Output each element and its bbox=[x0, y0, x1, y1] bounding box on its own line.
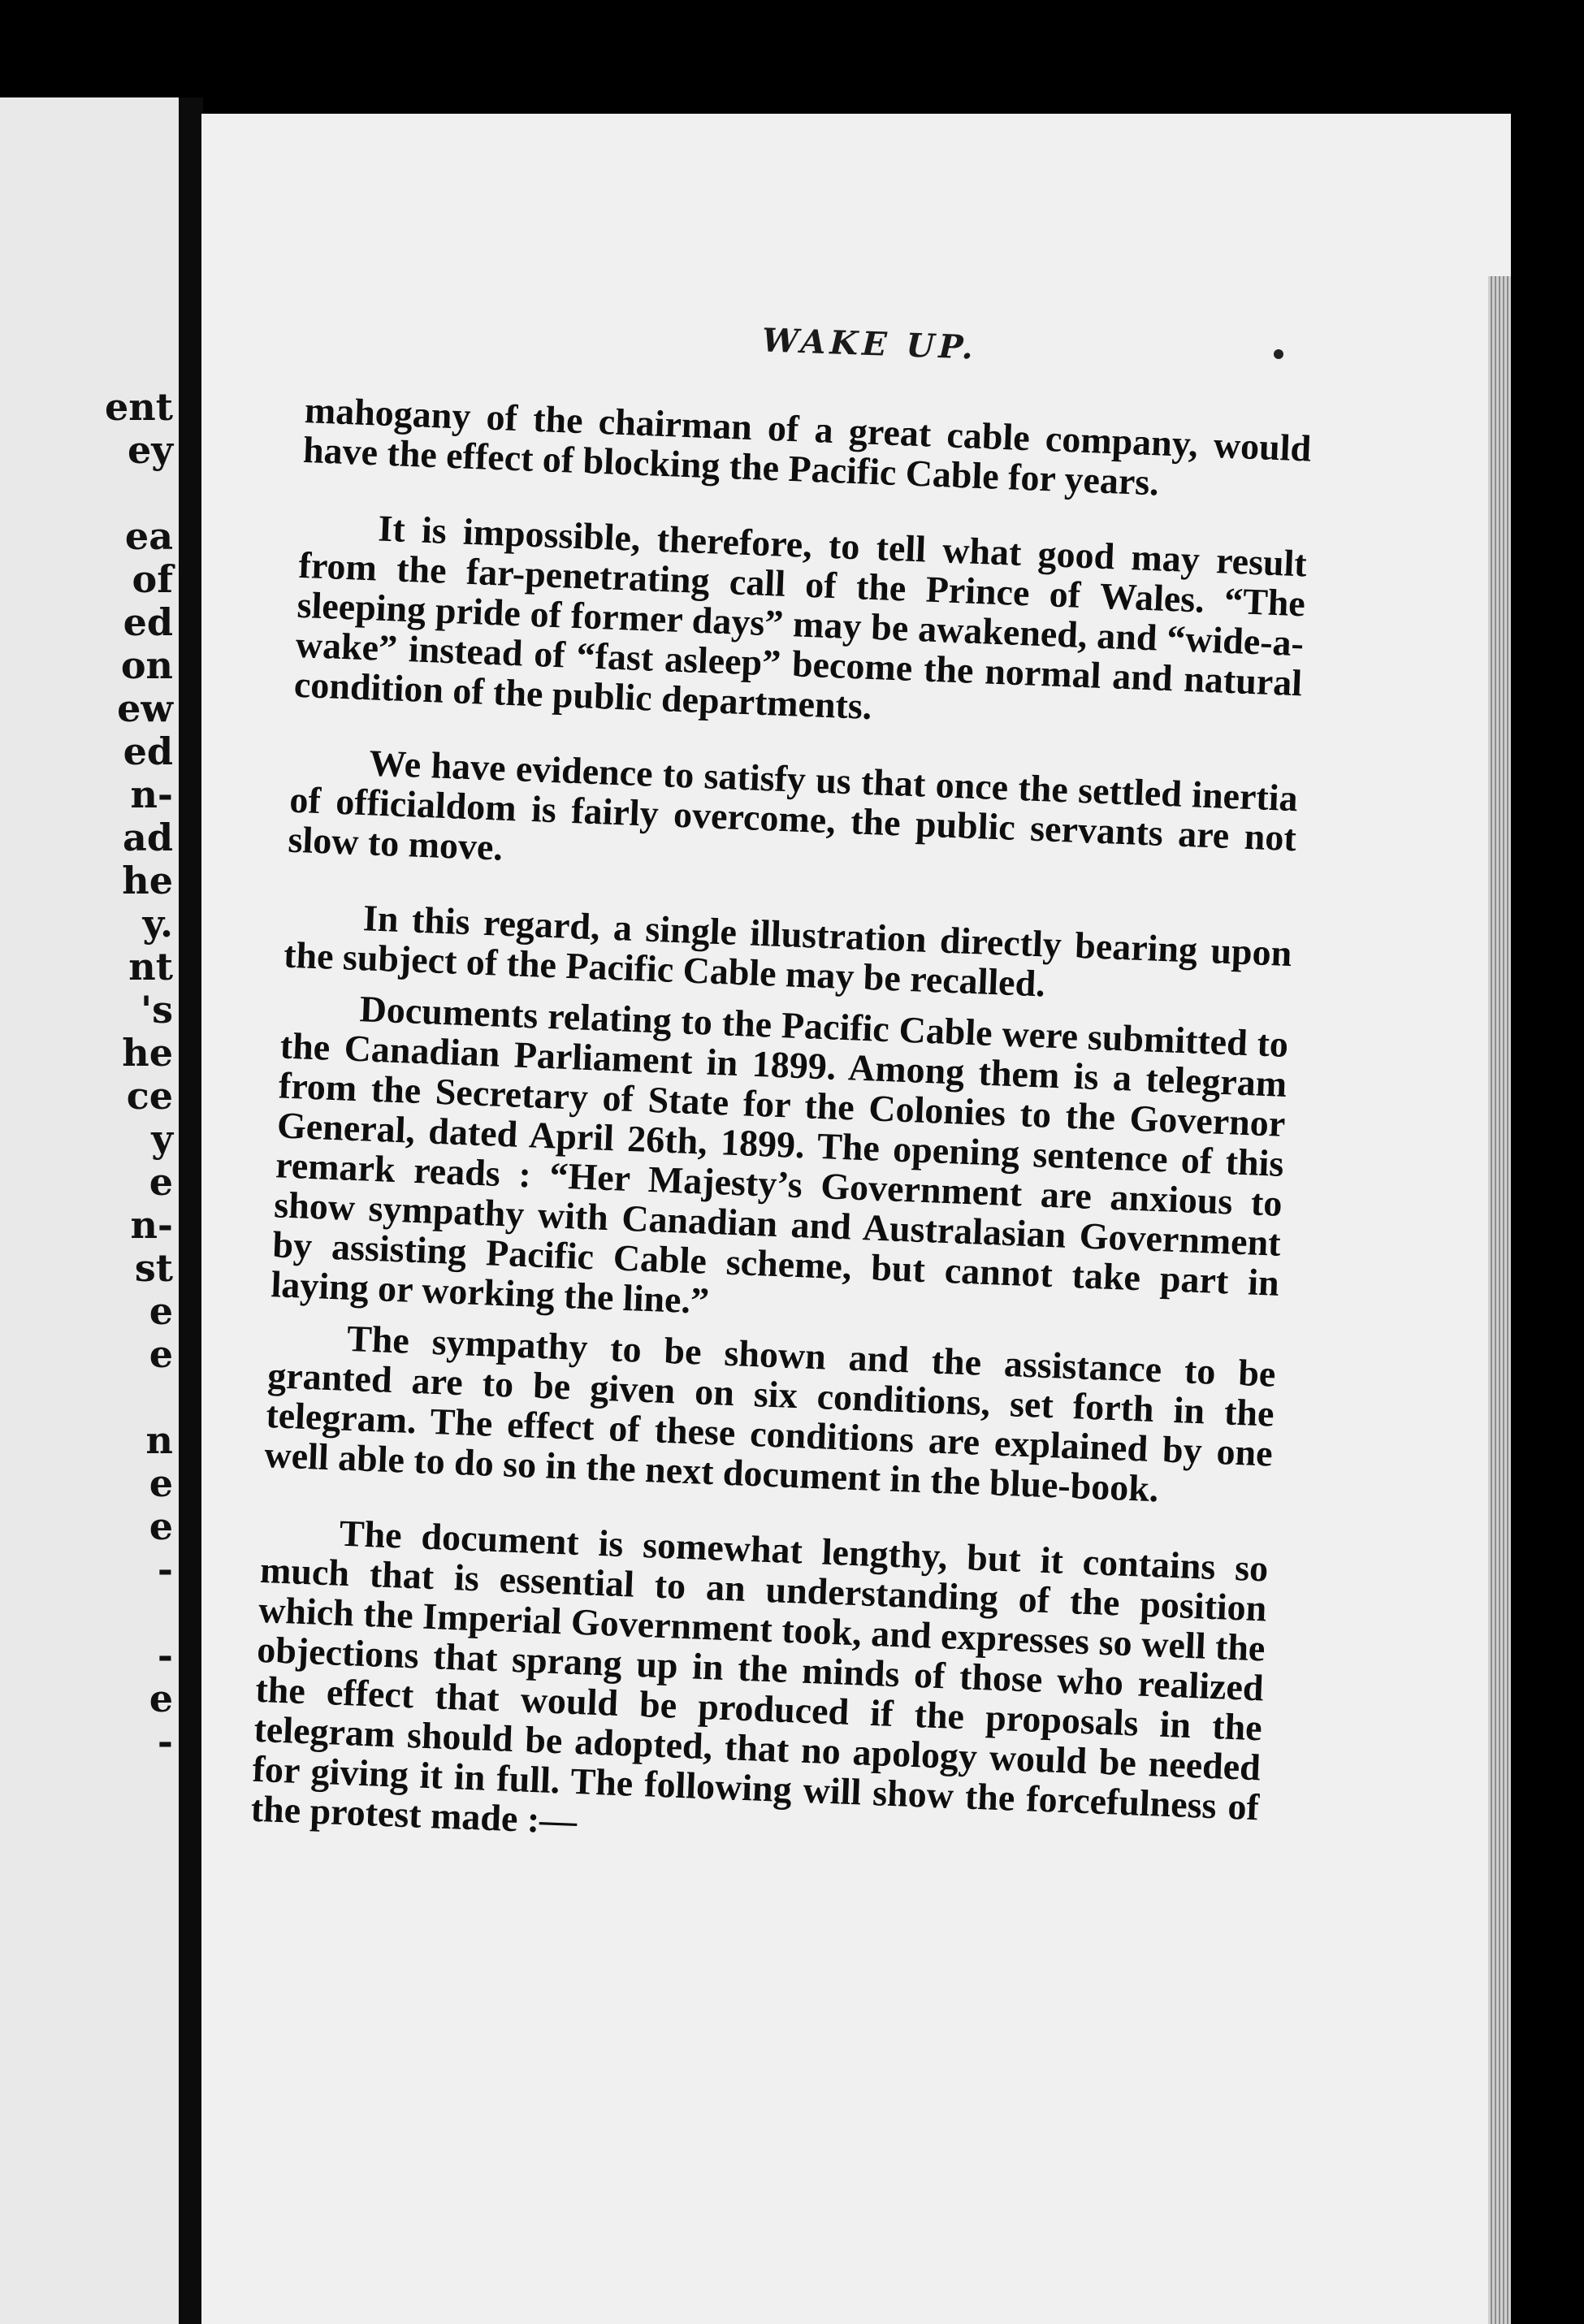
body-text bbox=[249, 390, 1312, 1902]
left-page-fragment: e bbox=[149, 1504, 173, 1548]
left-page-fragment: 's bbox=[141, 988, 173, 1032]
left-page-fragment: ew bbox=[117, 686, 173, 730]
left-page-fragment: e bbox=[149, 1160, 173, 1204]
left-page-fragment: - bbox=[157, 1720, 173, 1764]
left-page-fragment: he bbox=[122, 859, 173, 902]
left-page-fragment: he bbox=[122, 1031, 173, 1075]
left-page-fragment: ed bbox=[123, 600, 173, 644]
paragraph: We have evidence to satisfy us that once the settled inertia of officialdom is fairly overcome, the public servants are not slow to move. bbox=[287, 742, 1299, 868]
left-page-fragment: n- bbox=[130, 1203, 173, 1247]
left-page-fragment: n- bbox=[130, 773, 173, 816]
left-page-fragment: - bbox=[157, 1547, 173, 1591]
left-page-fragment: ent bbox=[105, 385, 173, 429]
left-page-fragment: e bbox=[149, 1289, 173, 1333]
left-facing-page bbox=[0, 97, 183, 2324]
book-page bbox=[201, 114, 1511, 2324]
running-head: WAKE UP. bbox=[761, 321, 978, 367]
paragraph: The document is somewhat lengthy, but it contains so much that is essential to an understanding of the position which the Imperial Government took, and expresses so well the objections that sprang up in the minds of those who realized the effect that would be produced if the proposals in the telegram should be adopted, that no apology would be needed for giving it in full. The following will show the forcefulness of the protest made :— bbox=[249, 1512, 1270, 1842]
left-page-fragment: e bbox=[149, 1461, 173, 1505]
paragraph: It is impossible, therefore, to tell what good may result from the far-penetrating call of the Prince of Wales. “The sleeping pride of former days” may be awakened, and “wide-a-wake” instead of “fast asleep” become the normal and natural condition of the public departments. bbox=[293, 507, 1308, 728]
paragraph: Documents relating to the Pacific Cable were submitted to the Canadian Parliament in 1899. Among them is a telegram from the Secretary of State for the Colonies to the Governor General, dated April 26th, 1899. The opening sentence of this remark reads : “Her Majesty’s Government are anxious to show sympathy with Canadian and Australasian Government by assisting Pacific Cable scheme, but cannot take part in laying or working the line.” bbox=[270, 988, 1289, 1322]
left-page-fragment bbox=[43, 472, 173, 515]
left-page-fragment: n bbox=[145, 1418, 173, 1462]
left-page-fragment: - bbox=[157, 1634, 173, 1677]
left-page-fragment: of bbox=[132, 557, 173, 601]
left-page-fragment: y. bbox=[142, 902, 173, 946]
ink-speck bbox=[1274, 349, 1283, 359]
left-page-fragment: nt bbox=[128, 945, 173, 989]
paragraph: In this regard, a single illustration directly bearing upon the subject of the Pacific Cable may be recalled. bbox=[283, 897, 1293, 1005]
left-page-fragment: ey bbox=[128, 428, 173, 472]
left-page-fragment: e bbox=[149, 1677, 173, 1720]
paragraph: The sympathy to be shown and the assistance to be granted are to be given on six conditions, set forth in the telegram. The effect of these conditions are explained by one well able to do so in the next document in the blue-book. bbox=[263, 1317, 1277, 1510]
left-page-fragment: ea bbox=[124, 514, 173, 558]
left-page-fragment: ed bbox=[123, 729, 173, 773]
book-gutter bbox=[179, 97, 203, 2324]
scan-background-right bbox=[1511, 0, 1584, 2324]
left-page-text-fragments bbox=[43, 386, 173, 1764]
left-page-fragment: on bbox=[120, 643, 173, 687]
left-page-fragment: ad bbox=[123, 816, 173, 859]
left-page-fragment bbox=[43, 1591, 173, 1634]
left-page-fragment: e bbox=[149, 1332, 173, 1376]
page-edges bbox=[1488, 276, 1511, 2324]
left-page-fragment: ce bbox=[126, 1074, 173, 1118]
left-page-fragment bbox=[43, 1376, 173, 1419]
left-page-fragment: st bbox=[134, 1246, 173, 1290]
left-page-fragment: y bbox=[151, 1117, 173, 1161]
paragraph: mahogany of the chairman of a great cable company, would have the effect of blocking the Pacific Cable for years. bbox=[302, 389, 1313, 504]
